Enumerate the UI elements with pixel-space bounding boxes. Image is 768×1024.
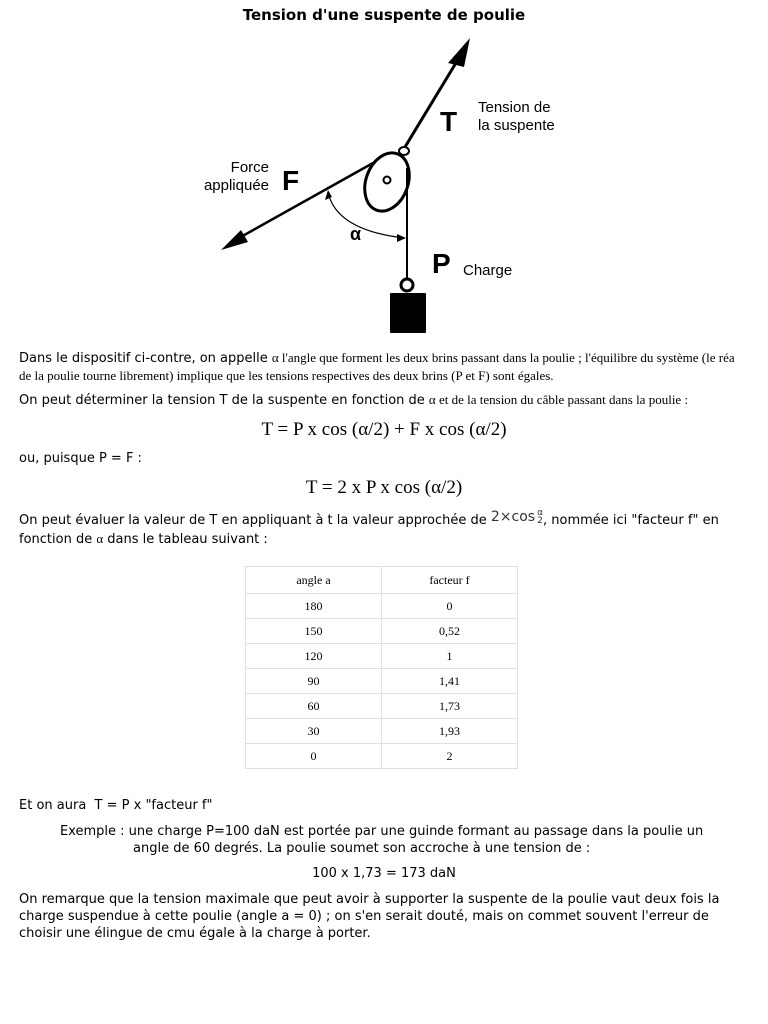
label-T: T bbox=[440, 106, 458, 137]
table-row: 0 2 bbox=[246, 744, 518, 769]
example-block bbox=[60, 823, 740, 857]
paragraph-conclusion: On remarque que la tension maximale que peut avoir à supporter la suspente de la poulie vaut deux fois la charge suspendue à cette poulie (angle a = 0) ; on s'en serait douté, mais on commet souvent l'erreur de choisir une élingue de cmu égale à la charge à porter. bbox=[19, 892, 720, 941]
weight-block bbox=[390, 293, 426, 333]
label-alpha: α bbox=[350, 224, 362, 244]
force-arrow-head bbox=[221, 230, 248, 250]
page-title: Tension d'une suspente de poulie bbox=[242, 6, 526, 24]
paragraph-result-formula: Et on aura T = P x "facteur f" bbox=[19, 798, 213, 813]
factor-table bbox=[245, 566, 518, 769]
table-row: 90 1,41 bbox=[246, 669, 518, 694]
table-row: 180 0 bbox=[246, 594, 518, 619]
label-F-desc-2: appliquée bbox=[203, 177, 269, 194]
table-row: 120 1 bbox=[246, 644, 518, 669]
paragraph-tension: On peut déterminer la tension T de la suspente en fonction de α et de la tension du câble passant dans la poulie : bbox=[19, 392, 689, 408]
table-header-row bbox=[246, 567, 518, 594]
fraction-alpha-over-2: α 2 bbox=[537, 508, 543, 526]
example-line-1: Exemple : une charge P=100 daN est portée par une guinde formant au passage dans la poulie un bbox=[60, 824, 704, 839]
hook-ring bbox=[401, 279, 413, 291]
paragraph-since-p-equals-f: ou, puisque P = F : bbox=[19, 451, 142, 466]
label-T-desc-2: la suspente bbox=[478, 117, 555, 134]
example-calculation: 100 x 1,73 = 173 daN bbox=[312, 866, 456, 881]
paragraph-factor: On peut évaluer la valeur de T en appliquant à t la valeur approchée de 2×cos α 2, nommée ici "facteur f" en fonction de α dans le tableau suivant : bbox=[19, 508, 719, 547]
pulley-axle bbox=[384, 177, 391, 184]
header-angle: angle a bbox=[246, 567, 382, 594]
equation-general: T = P x cos (α/2) + F x cos (α/2) bbox=[261, 419, 507, 440]
label-P: P bbox=[432, 248, 451, 279]
example-line-2: angle de 60 degrés. La poulie soumet son accroche à une tension de : bbox=[133, 841, 591, 856]
label-P-desc: Charge bbox=[463, 262, 513, 279]
tension-arrow-head bbox=[448, 38, 470, 67]
table-row: 60 1,73 bbox=[246, 694, 518, 719]
label-F-desc-1: Force bbox=[230, 159, 269, 176]
table-row: 150 0,52 bbox=[246, 619, 518, 644]
cos-expression: 2×cos α 2 bbox=[490, 508, 543, 526]
label-T-desc-1: Tension de bbox=[478, 99, 551, 116]
equation-simplified: T = 2 x P x cos (α/2) bbox=[305, 477, 463, 498]
header-factor: facteur f bbox=[382, 567, 518, 594]
pulley-diagram bbox=[180, 30, 560, 340]
table-row: 30 1,93 bbox=[246, 719, 518, 744]
label-F: F bbox=[282, 165, 300, 196]
paragraph-definition: Dans le dispositif ci-contre, on appelle α l'angle que forment les deux brins passant dans la poulie ; l'équilibre du système (le réa de la poulie tourne librement) implique que les tensions respectives des deux brins (P et F) sont égales. bbox=[19, 350, 735, 383]
